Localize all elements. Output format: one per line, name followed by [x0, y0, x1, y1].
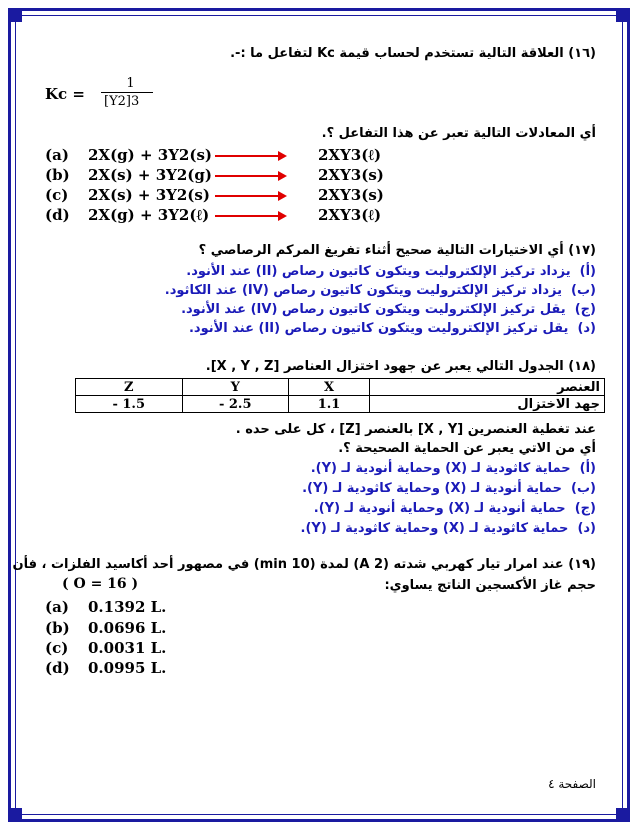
- table-row: [76, 379, 605, 396]
- q18-option-a[interactable]: (أ) حماية كاثودية لـ (X) وحماية أنودية لـ (Y).: [310, 461, 596, 476]
- q19-given: ( O = 16 ): [62, 576, 139, 592]
- corner-ornament: [616, 8, 630, 22]
- reactants: 2X(s) + 3Y2(g): [88, 166, 212, 184]
- product: 2XY3(ℓ): [318, 206, 382, 224]
- option-text: 0.0696 L.: [88, 619, 167, 637]
- q18-line2: أي من الاتي يعبر عن الحماية الصحيحة ؟.: [338, 441, 596, 456]
- reduction-potential-table: [75, 378, 605, 413]
- option-label: (b): [45, 619, 70, 637]
- option-label: (a): [45, 598, 69, 616]
- option-text: 0.1392 L.: [88, 598, 167, 616]
- kc-label: Kc =: [45, 85, 85, 103]
- page-number: الصفحة ٤: [548, 777, 596, 791]
- table-cell: - 2.5: [182, 396, 289, 413]
- option-text: 0.0031 L.: [88, 639, 167, 657]
- q18-prompt: (١٨) الجدول التالي يعبر عن جهود اختزال العناصر [X , Y , Z].: [205, 359, 596, 374]
- option-label: (a): [45, 146, 69, 164]
- q16-question: أي المعادلات التالية تعبر عن هذا التفاعل ؟.: [321, 126, 596, 141]
- corner-ornament: [8, 8, 22, 22]
- q17-option-b[interactable]: (ب) يزداد تركيز الإلكتروليت ويتكون كاتيون رصاص (IV) عند الكاثود.: [164, 283, 596, 298]
- option-label: (c): [45, 639, 69, 657]
- q17-prompt: (١٧) أي الاختيارات التالية صحيح أثناء تفريغ المركم الرصاصي ؟: [198, 243, 596, 258]
- option-label: (c): [45, 186, 69, 204]
- arrow-icon: [215, 195, 285, 197]
- q17-option-a[interactable]: (أ) يزداد تركيز الإلكتروليت ويتكون كاتيون رصاص (II) عند الأنود.: [186, 264, 596, 279]
- reactants: 2X(s) + 3Y2(s): [88, 186, 210, 204]
- q18-line1: عند تغطية العنصرين [X , Y] بالعنصر [Z] ، كل على حده .: [235, 422, 596, 437]
- q17-option-d[interactable]: (د) يقل تركيز الإلكتروليت ويتكون كاتيون رصاص (II) عند الأنود.: [188, 321, 596, 336]
- q19-prompt-line2: حجم غاز الأكسجين الناتج يساوي:: [384, 578, 596, 593]
- table-cell: X: [289, 379, 370, 396]
- q17-option-c[interactable]: (ج) يقل تركيز الإلكتروليت ويتكون كاتيون رصاص (IV) عند الأنود.: [181, 302, 596, 317]
- arrow-icon: [215, 215, 285, 217]
- q18-option-b[interactable]: (ب) حماية أنودية لـ (X) وحماية كاثودية لـ (Y).: [302, 481, 596, 496]
- table-cell: جهد الاختزال: [370, 396, 605, 413]
- product: 2XY3(s): [318, 186, 384, 204]
- product: 2XY3(ℓ): [318, 146, 382, 164]
- option-label: (d): [45, 206, 70, 224]
- table-cell: Y: [182, 379, 289, 396]
- reactants: 2X(g) + 3Y2(ℓ): [88, 206, 210, 224]
- product: 2XY3(s): [318, 166, 384, 184]
- table-cell: العنصر: [370, 379, 605, 396]
- corner-ornament: [616, 808, 630, 822]
- q18-option-c[interactable]: (ج) حماية أنودية لـ (X) وحماية أنودية لـ (Y).: [313, 501, 596, 516]
- q18-option-d[interactable]: (د) حماية كاثودية لـ (X) وحماية كاثودية لـ (Y).: [300, 521, 596, 536]
- q16-prompt: (١٦) العلاقة التالية تستخدم لحساب قيمة Kc لتفاعل ما :-.: [230, 46, 596, 61]
- q19-prompt-line1: (١٩) عند امرار تيار كهربي شدته (2 A) لمدة (10 min) في مصهور أحد أكاسيد الفلزات ، فأن: [12, 557, 596, 572]
- arrow-icon: [215, 175, 285, 177]
- option-label: (d): [45, 659, 70, 677]
- arrow-icon: [215, 155, 285, 157]
- kc-numerator: 1: [126, 76, 135, 91]
- table-row: [76, 396, 605, 413]
- reactants: 2X(g) + 3Y2(s): [88, 146, 212, 164]
- kc-denominator: [Y2]3: [104, 94, 140, 109]
- table-cell: - 1.5: [76, 396, 183, 413]
- table-cell: 1.1: [289, 396, 370, 413]
- table-cell: Z: [76, 379, 183, 396]
- option-text: 0.0995 L.: [88, 659, 167, 677]
- fraction-bar: [101, 92, 153, 93]
- option-label: (b): [45, 166, 70, 184]
- corner-ornament: [8, 808, 22, 822]
